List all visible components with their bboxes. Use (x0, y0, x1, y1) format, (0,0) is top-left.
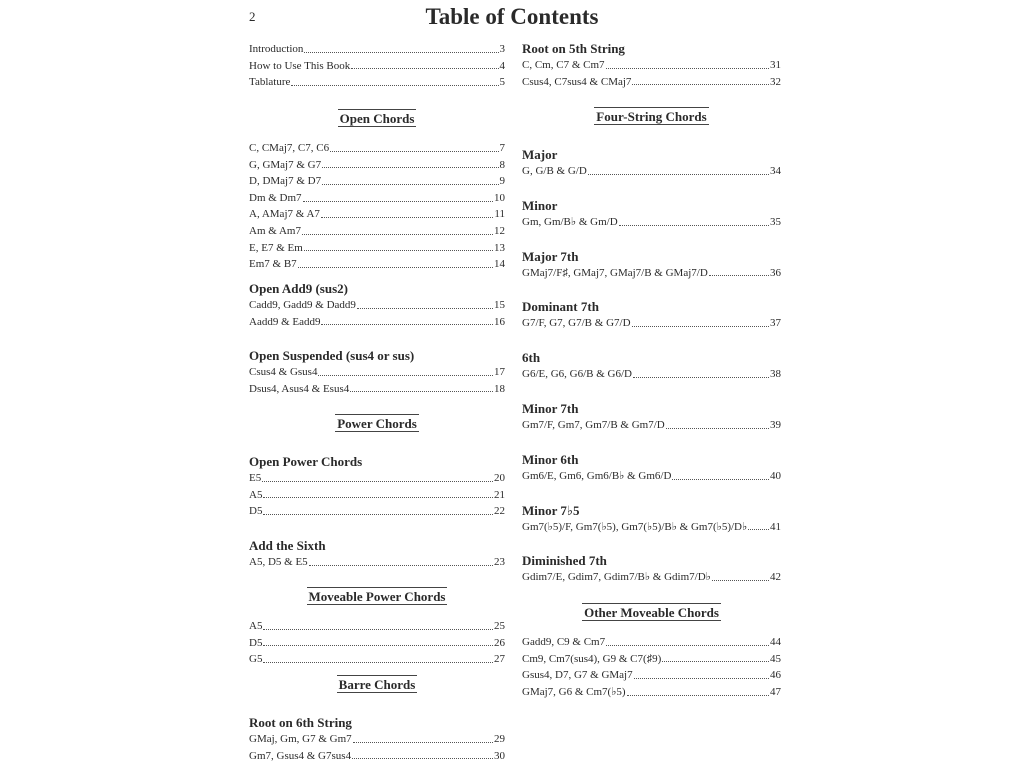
dot-leader (291, 85, 498, 86)
dot-leader (304, 52, 498, 53)
toc-entry (522, 214, 781, 231)
toc-page-number: 18 (494, 382, 505, 395)
subsection-heading: Minor 6th (522, 451, 579, 467)
toc-page-number: 40 (770, 469, 781, 482)
dot-leader (309, 565, 493, 566)
toc-entry (522, 366, 781, 383)
toc-intro-section (249, 41, 505, 91)
root-5th-string-section (522, 41, 781, 90)
dot-leader (588, 174, 769, 175)
toc-entry-title: C, Cm, C7 & Cm7 (522, 59, 605, 71)
barre-chords-section (249, 675, 505, 706)
subsection-heading: Root on 6th String (249, 715, 352, 730)
toc-page-number: 46 (770, 669, 781, 682)
dot-leader (263, 514, 493, 515)
subsection-heading: Add the Sixth (249, 538, 326, 553)
toc-page-number: 32 (770, 75, 781, 88)
toc-entry-title: Gm7/F, Gm7, Gm7/B & Gm7/D (522, 419, 665, 431)
toc-page-number: 20 (494, 472, 505, 484)
toc-entry (249, 618, 505, 635)
toc-entry (522, 634, 781, 651)
four-string-chords-section (522, 107, 781, 138)
dot-leader (298, 267, 493, 268)
subsection-heading: Minor (522, 197, 558, 213)
four-string-group (522, 401, 781, 434)
toc-entry-title: Cm9, Cm7(sus4), G9 & C7(♯9) (522, 652, 662, 665)
section-heading: Four-String Chords (596, 109, 707, 124)
dot-leader (318, 375, 493, 376)
toc-entry (249, 140, 505, 157)
subsection-heading: Open Add9 (sus2) (249, 281, 348, 296)
toc-entry-title: D5 (249, 636, 263, 649)
toc-page-number: 45 (770, 652, 781, 665)
toc-page-number: 38 (770, 368, 781, 381)
section-heading: Open Chords (339, 111, 415, 126)
section-heading: Moveable Power Chords (308, 589, 446, 604)
dot-leader (322, 184, 498, 185)
toc-entry-title: GMaj, Gm, G7 & Gm7 (249, 733, 352, 745)
toc-page-number: 42 (770, 571, 781, 584)
toc-entry-title: Dm & Dm7 (249, 191, 302, 204)
toc-entry-title: Am & Am7 (249, 224, 301, 237)
dot-leader (350, 391, 493, 392)
toc-entry (522, 163, 781, 180)
dot-leader (748, 529, 769, 530)
toc-entry (249, 635, 505, 652)
dot-leader (263, 662, 493, 663)
toc-entry-title: E5 (249, 472, 262, 484)
toc-entry (249, 256, 505, 273)
open-chords-section (249, 109, 505, 273)
open-add9-section (249, 281, 505, 330)
dot-leader (357, 308, 493, 309)
dot-leader (619, 225, 769, 226)
toc-entry (249, 364, 505, 381)
section-heading: Barre Chords (338, 677, 416, 692)
four-string-group (522, 350, 781, 383)
open-suspended-section (249, 348, 505, 397)
dot-leader (634, 678, 769, 679)
toc-page-number: 16 (494, 315, 505, 328)
dot-leader (606, 68, 769, 69)
four-string-group (522, 452, 781, 485)
toc-entry (249, 173, 505, 190)
dot-leader (351, 68, 498, 69)
toc-page-number: 29 (494, 733, 505, 745)
dot-leader (330, 151, 498, 152)
subsection-heading: Root on 5th String (522, 41, 625, 56)
four-string-group (522, 147, 781, 180)
dot-leader (263, 645, 493, 646)
toc-page-number: 31 (770, 59, 781, 71)
toc-entry (249, 74, 505, 91)
subsection-heading: Minor 7♭5 (522, 502, 580, 518)
toc-entry-title: D, DMaj7 & D7 (249, 175, 322, 188)
dot-leader (302, 234, 493, 235)
toc-entry-title: Gadd9, C9 & Cm7 (522, 636, 606, 648)
toc-entry-title: GMaj7/F♯, GMaj7, GMaj7/B & GMaj7/D (522, 266, 708, 279)
toc-entry-title: Gm6/E, Gm6, Gm6/B♭ & Gm6/D (522, 469, 672, 482)
toc-entry-title: Gsus4, D7, G7 & GMaj7 (522, 669, 633, 682)
toc-entry (249, 157, 505, 174)
toc-page-number: 15 (494, 299, 505, 311)
toc-entry (522, 417, 781, 434)
dot-leader (709, 275, 769, 276)
toc-entry (249, 314, 505, 331)
dot-leader (303, 201, 493, 202)
toc-entry-title: G6/E, G6, G6/B & G6/D (522, 368, 632, 381)
moveable-power-chords-section (249, 587, 505, 668)
toc-entry-title: Tablature (249, 76, 291, 89)
dot-leader (666, 428, 769, 429)
toc-entry-title: A5, D5 & E5 (249, 556, 308, 568)
toc-entry-title: D5 (249, 505, 263, 518)
subsection-heading: Diminished 7th (522, 553, 607, 569)
toc-entry-title: G, G/B & G/D (522, 165, 587, 177)
toc-page-number: 41 (770, 520, 781, 533)
page-number: 2 (249, 9, 256, 24)
toc-entry (522, 651, 781, 668)
dot-leader (352, 758, 493, 759)
toc-page-number: 47 (770, 685, 781, 698)
page-title: Table of Contents (425, 4, 599, 29)
toc-page-number: 12 (494, 224, 505, 237)
toc-entry-title: Gm7(♭5)/F, Gm7(♭5), Gm7(♭5)/B♭ & Gm7(♭5)/D♭ (522, 520, 748, 533)
toc-entry (522, 468, 781, 485)
toc-entry-title: Gm7, Gsus4 & G7sus4 (249, 749, 352, 762)
dot-leader (632, 84, 769, 85)
toc-entry (249, 748, 505, 765)
toc-page-number: 30 (494, 749, 505, 762)
dot-leader (304, 250, 493, 251)
root-6th-string-section (249, 715, 505, 764)
subsection-heading: Major (522, 147, 558, 162)
toc-entry-title: G5 (249, 653, 263, 666)
toc-entry (522, 684, 781, 701)
toc-entry-title: Introduction (249, 43, 304, 55)
toc-page-number: 23 (494, 556, 505, 568)
toc-page-number: 17 (494, 366, 505, 378)
toc-entry (249, 554, 505, 571)
dot-leader (662, 661, 769, 662)
dot-leader (633, 377, 769, 378)
toc-page-number: 36 (770, 266, 781, 279)
dot-leader (263, 497, 493, 498)
open-power-chords-section (249, 454, 505, 520)
other-moveable-chords-section (522, 603, 781, 700)
dot-leader (322, 167, 498, 168)
toc-page-number: 35 (770, 215, 781, 228)
toc-page-number: 27 (494, 653, 505, 666)
dot-leader (321, 217, 494, 218)
section-heading: Power Chords (337, 416, 417, 431)
toc-entry-title: How to Use This Book (249, 59, 351, 72)
toc-page-number: 7 (499, 142, 505, 154)
toc-entry (249, 731, 505, 748)
dot-leader (262, 481, 493, 482)
subsection-heading: 6th (522, 350, 541, 366)
toc-entry (249, 651, 505, 668)
toc-entry-title: Gdim7/E, Gdim7, Gdim7/B♭ & Gdim7/D♭ (522, 571, 711, 584)
toc-page-number: 5 (499, 76, 505, 89)
toc-entry-title: A5 (249, 620, 263, 632)
dot-leader (632, 326, 769, 327)
toc-page-number: 22 (494, 505, 505, 518)
toc-entry (249, 206, 505, 223)
toc-page-number: 4 (499, 59, 505, 72)
toc-entry-title: E, E7 & Em (249, 241, 303, 254)
toc-entry (249, 58, 505, 75)
toc-page-number: 44 (770, 636, 781, 648)
dot-leader (321, 324, 493, 325)
four-string-group (522, 249, 781, 282)
subsection-heading: Minor 7th (522, 401, 579, 416)
toc-entry (249, 470, 505, 487)
toc-entry-title: Dsus4, Asus4 & Esus4 (249, 382, 350, 395)
toc-entry (249, 240, 505, 257)
toc-page-number: 21 (494, 488, 505, 501)
dot-leader (353, 742, 493, 743)
toc-entry (249, 503, 505, 520)
four-string-group (522, 198, 781, 231)
four-string-group (522, 503, 781, 536)
toc-page-number: 37 (770, 317, 781, 330)
add-the-sixth-section (249, 538, 505, 571)
toc-page-number: 39 (770, 419, 781, 431)
subsection-heading: Dominant 7th (522, 299, 599, 315)
toc-entry (522, 667, 781, 684)
toc-entry-title: Csus4, C7sus4 & CMaj7 (522, 75, 632, 88)
toc-entry (249, 190, 505, 207)
dot-leader (712, 580, 769, 581)
four-string-group (522, 299, 781, 332)
toc-entry-title: Em7 & B7 (249, 258, 297, 271)
toc-entry-title: Gm, Gm/B♭ & Gm/D (522, 215, 618, 228)
toc-entry (249, 223, 505, 240)
toc-page-number: 11 (494, 208, 505, 221)
toc-page-number: 14 (494, 258, 505, 271)
toc-entry (249, 41, 505, 58)
toc-entry-title: Csus4 & Gsus4 (249, 366, 318, 378)
toc-entry (249, 487, 505, 504)
toc-entry (522, 519, 781, 536)
toc-entry (522, 265, 781, 282)
toc-entry-title: A5 (249, 488, 263, 501)
toc-entry (522, 57, 781, 74)
dot-leader (263, 629, 493, 630)
toc-page-number: 26 (494, 636, 505, 649)
toc-entry (522, 569, 781, 586)
section-heading: Other Moveable Chords (584, 605, 719, 620)
toc-entry (522, 74, 781, 91)
toc-entry-title: GMaj7, G6 & Cm7(♭5) (522, 685, 626, 698)
dot-leader (672, 479, 769, 480)
toc-entry-title: Cadd9, Gadd9 & Dadd9 (249, 299, 356, 311)
toc-entry (249, 381, 505, 398)
toc-entry-title: G7/F, G7, G7/B & G7/D (522, 317, 631, 330)
toc-page-number: 34 (770, 165, 781, 177)
toc-entry (522, 315, 781, 332)
toc-entry (249, 297, 505, 314)
toc-page-number: 25 (494, 620, 505, 632)
dot-leader (627, 695, 769, 696)
dot-leader (606, 645, 769, 646)
toc-entry-title: Aadd9 & Eadd9 (249, 315, 321, 328)
subsection-heading: Major 7th (522, 248, 579, 264)
toc-entry-title: A, AMaj7 & A7 (249, 208, 320, 221)
four-string-group (522, 553, 781, 586)
power-chords-section (249, 414, 505, 445)
toc-page-number: 8 (499, 158, 505, 171)
toc-page-number: 3 (499, 43, 505, 55)
subsection-heading: Open Power Chords (249, 454, 363, 469)
toc-entry-title: G, GMaj7 & G7 (249, 158, 322, 171)
toc-entry-title: C, CMaj7, C7, C6 (249, 142, 330, 154)
toc-page-number: 13 (494, 241, 505, 254)
toc-page-number: 9 (499, 175, 505, 188)
subsection-heading: Open Suspended (sus4 or sus) (249, 348, 415, 363)
toc-page-number: 10 (494, 191, 505, 204)
